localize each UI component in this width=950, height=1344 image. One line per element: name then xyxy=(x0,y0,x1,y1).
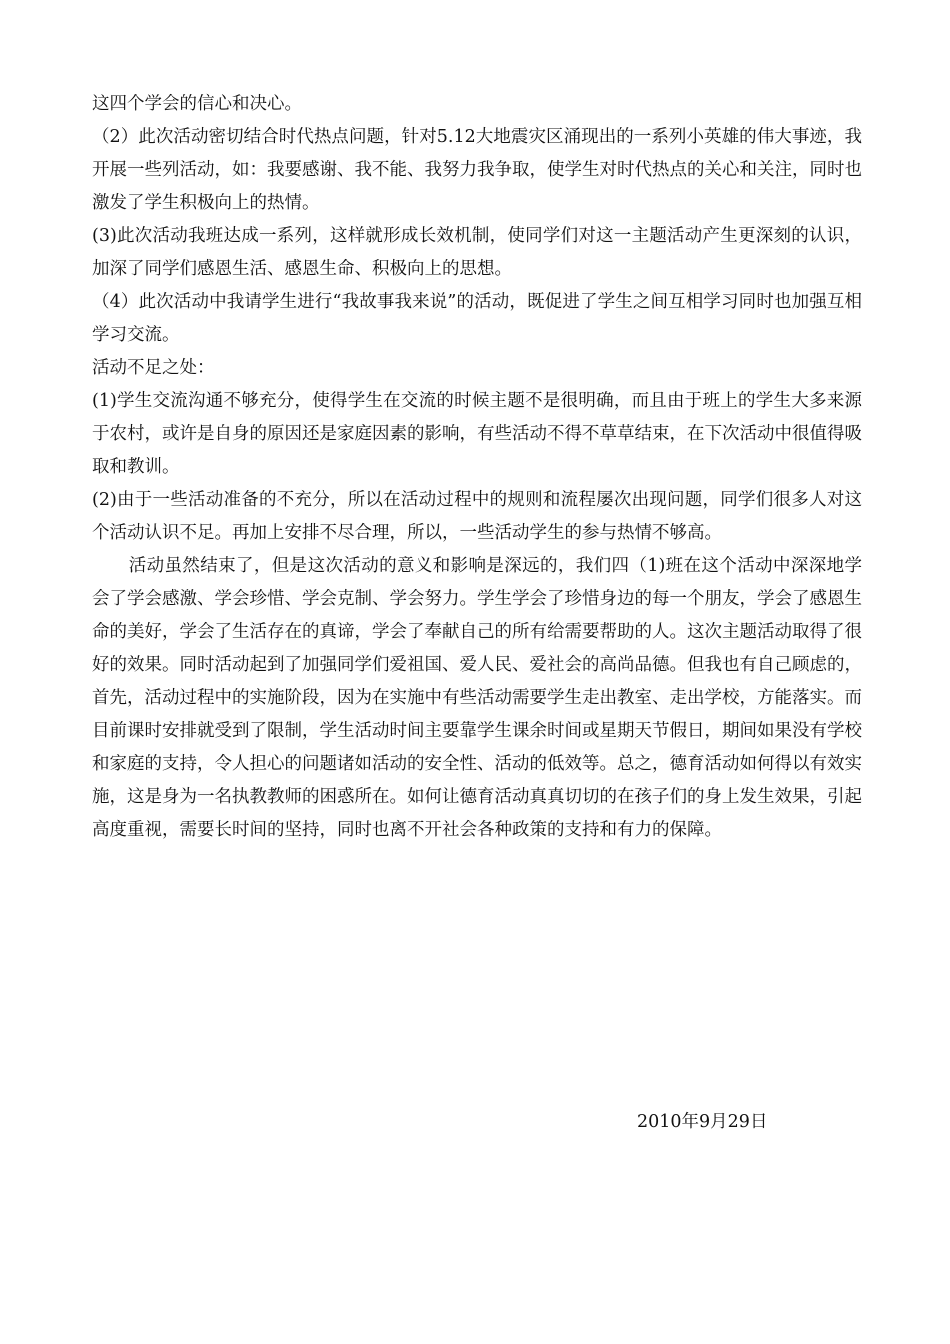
paragraph-point-3: (3)此次活动我班达成一系列，这样就形成长效机制，使同学们对这一主题活动产生更深刻的认识，加深了同学们感恩生活、感恩生命、积极向上的思想。 xyxy=(92,226,862,279)
document-body xyxy=(92,88,862,847)
section-heading-shortcomings: 活动不足之处： xyxy=(92,358,215,378)
paragraph-shortcoming-2: (2)由于一些活动准备的不充分，所以在活动过程中的规则和流程屡次出现问题，同学们很多人对这个活动认识不足。再加上安排不尽合理，所以，一些活动学生的参与热情不够高。 xyxy=(92,490,862,543)
paragraph-point-4: （4）此次活动中我请学生进行“我故事我来说”的活动，既促进了学生之间互相学习同时也加强互相学习交流。 xyxy=(92,292,862,345)
paragraph-shortcoming-1: (1)学生交流沟通不够充分，使得学生在交流的时候主题不是很明确，而且由于班上的学生大多来源于农村，或许是自身的原因还是家庭因素的影响，有些活动不得不草草结束，在下次活动中很值得吸取和教训。 xyxy=(92,391,862,477)
paragraph-continuation: 这四个学会的信心和决心。 xyxy=(92,94,302,114)
document-date: 2010年9月29日 xyxy=(637,1112,768,1132)
paragraph-conclusion: 活动虽然结束了，但是这次活动的意义和影响是深远的，我们四（1)班在这个活动中深深地学会了学会感激、学会珍惜、学会克制、学会努力。学生学会了珍惜身边的每一个朋友，学会了感恩生命的美好，学会了生活存在的真谛，学会了奉献自己的所有给需要帮助的人。这次主题活动取得了很好的效果。同时活动起到了加强同学们爱祖国、爱人民、爱社会的高尚品德。但我也有自己顾虑的，首先，活动过程中的实施阶段，因为在实施中有些活动需要学生走出教室、走出学校，方能落实。而目前课时安排就受到了限制，学生活动时间主要靠学生课余时间或星期天节假日，期间如果没有学校和家庭的支持，令人担心的问题诸如活动的安全性、活动的低效等。总之，德育活动如何得以有效实施，这是身为一名执教教师的困惑所在。如何让德育活动真真切切的在孩子们的身上发生效果，引起高度重视，需要长时间的坚持，同时也离不开社会各种政策的支持和有力的保障。 xyxy=(92,556,862,840)
paragraph-point-2: （2）此次活动密切结合时代热点问题，针对5.12大地震灾区涌现出的一系列小英雄的伟大事迹，我开展一些列活动，如：我要感谢、我不能、我努力我争取，使学生对时代热点的关心和关注，同时也激发了学生积极向上的热情。 xyxy=(92,127,862,213)
